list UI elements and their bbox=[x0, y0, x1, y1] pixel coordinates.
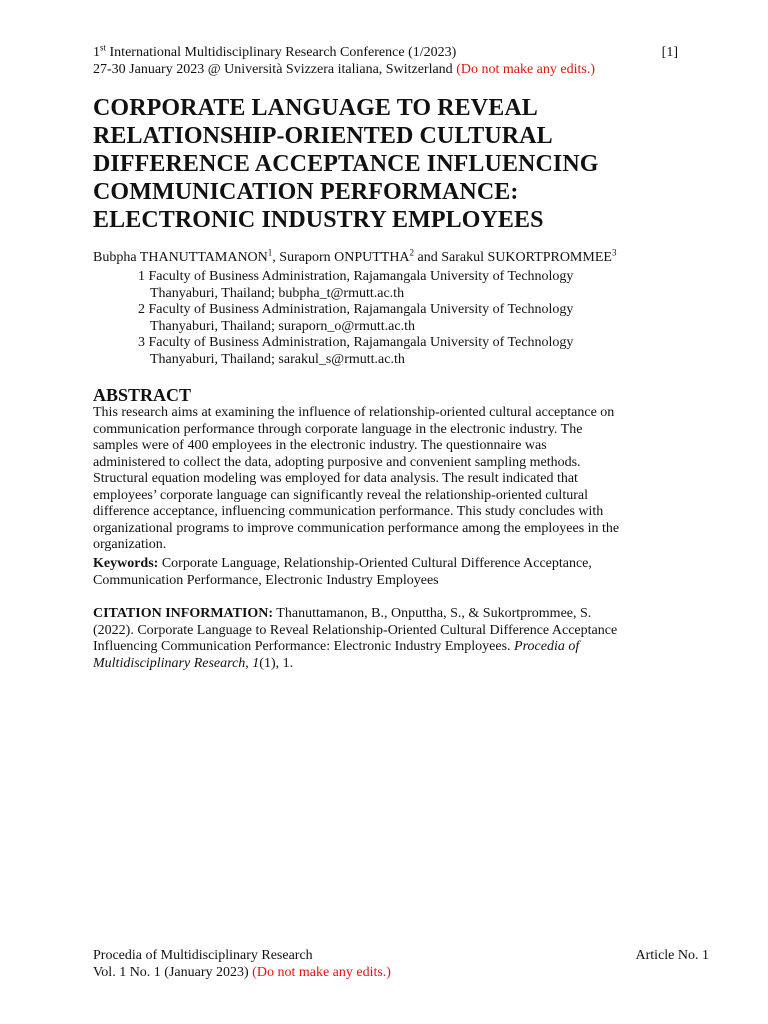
abstract-line: Structural equation modeling was employed for data analysis. The result indicated that bbox=[93, 471, 578, 486]
paper-title bbox=[93, 94, 693, 234]
affiliation-line: 2 Faculty of Business Administration, Rajamangala University of Technology bbox=[138, 302, 574, 317]
footer-volume: Vol. 1 No. 1 (January 2023) bbox=[93, 965, 253, 980]
citation-text: , bbox=[245, 655, 253, 671]
affiliation-line: 1 Faculty of Business Administration, Rajamangala University of Technology bbox=[138, 269, 574, 284]
citation-volume: 1 bbox=[252, 655, 260, 671]
author-3: Sarakul SUKORTPROMMEE bbox=[441, 250, 612, 265]
no-edit-notice-footer: (Do not make any edits.) bbox=[252, 965, 391, 980]
conference-number: 1 bbox=[93, 45, 100, 60]
author-separator: , bbox=[272, 250, 280, 265]
citation-text: (1), 1. bbox=[259, 655, 294, 671]
keywords bbox=[93, 556, 693, 589]
title-line: RELATIONSHIP-ORIENTED CULTURAL bbox=[93, 123, 553, 149]
abstract-line: This research aims at examining the influence of relationship-oriented cultural acceptance on bbox=[93, 405, 615, 420]
citation-label: CITATION INFORMATION: bbox=[93, 606, 274, 621]
abstract-line: communication performance through corporate language in the electronic industry. The bbox=[93, 421, 583, 437]
footer-article-number: Article No. 1 bbox=[635, 948, 709, 963]
conference-ordinal: st bbox=[100, 42, 107, 53]
abstract-heading: ABSTRACT bbox=[93, 385, 192, 405]
conference-venue-line bbox=[93, 61, 678, 78]
abstract-line: organization. bbox=[93, 537, 167, 552]
abstract-line: difference acceptance, influencing communication performance. This study concludes with bbox=[93, 504, 604, 519]
author-separator: and bbox=[414, 250, 442, 265]
affiliation-line: Thanyaburi, Thailand; suraporn_o@rmutt.ac.th bbox=[150, 319, 415, 334]
author-1-affiliation-mark: 1 bbox=[267, 247, 273, 258]
keywords-text: Communication Performance, Electronic Industry Employees bbox=[93, 572, 439, 588]
abstract-line: samples were of 400 employees in the electronic industry. The questionnaire was bbox=[93, 438, 547, 453]
author-1: Bubpha THANUTTAMANON bbox=[93, 250, 268, 265]
footer-journal: Procedia of Multidisciplinary Research bbox=[93, 948, 313, 963]
citation-journal: Procedia of bbox=[514, 639, 580, 654]
author-2: Suraporn ONPUTTHA bbox=[279, 250, 410, 265]
affiliation-3 bbox=[138, 334, 573, 368]
affiliation-line: 3 Faculty of Business Administration, Rajamangala University of Technology bbox=[138, 335, 574, 350]
conference-dates-venue: 27-30 January 2023 @ Università Svizzera italiana, Switzerland bbox=[93, 62, 457, 77]
footer-volume-line bbox=[93, 964, 709, 981]
keywords-text: Corporate Language, Relationship-Oriented Cultural Difference Acceptance, bbox=[158, 556, 592, 571]
abstract-line: administered to collect the data, adopting purposive and convenient sampling methods. bbox=[93, 454, 581, 470]
keywords-label: Keywords: bbox=[93, 556, 159, 571]
affiliation-2 bbox=[138, 301, 573, 335]
conference-name: International Multidisciplinary Research Conference (1/2023) bbox=[106, 45, 457, 60]
title-line: COMMUNICATION PERFORMANCE: bbox=[93, 179, 519, 205]
citation-information bbox=[93, 606, 693, 672]
page-number: [1] bbox=[661, 45, 678, 60]
title-line: ELECTRONIC INDUSTRY EMPLOYEES bbox=[93, 207, 544, 233]
citation-text: Thanuttamanon, B., Onputtha, S., & Sukortprommee, S. bbox=[273, 606, 592, 621]
author-2-affiliation-mark: 2 bbox=[409, 247, 415, 258]
abstract-line: employees’ corporate language can significantly reveal the relationship-oriented cultural bbox=[93, 487, 588, 503]
title-line: DIFFERENCE ACCEPTANCE INFLUENCING bbox=[93, 151, 599, 177]
title-line: CORPORATE LANGUAGE TO REVEAL bbox=[93, 95, 538, 121]
conference-header bbox=[93, 44, 678, 61]
footer-journal-line bbox=[93, 947, 709, 964]
citation-text: Influencing Communication Performance: Electronic Industry Employees. bbox=[93, 639, 515, 654]
affiliation-line: Thanyaburi, Thailand; sarakul_s@rmutt.ac.th bbox=[150, 352, 405, 367]
citation-journal: Multidisciplinary Research bbox=[93, 655, 246, 671]
author-3-affiliation-mark: 3 bbox=[611, 247, 617, 258]
citation-text: (2022). Corporate Language to Reveal Relationship-Oriented Cultural Difference Acceptance bbox=[93, 622, 618, 638]
affiliation-line: Thanyaburi, Thailand; bubpha_t@rmutt.ac.th bbox=[150, 286, 405, 301]
affiliation-1 bbox=[138, 268, 573, 302]
abstract-line: organizational programs to improve communication performance among the employees in the bbox=[93, 520, 620, 536]
no-edit-notice-header: (Do not make any edits.) bbox=[456, 62, 595, 77]
author-list bbox=[93, 249, 616, 266]
abstract-body bbox=[93, 405, 683, 554]
